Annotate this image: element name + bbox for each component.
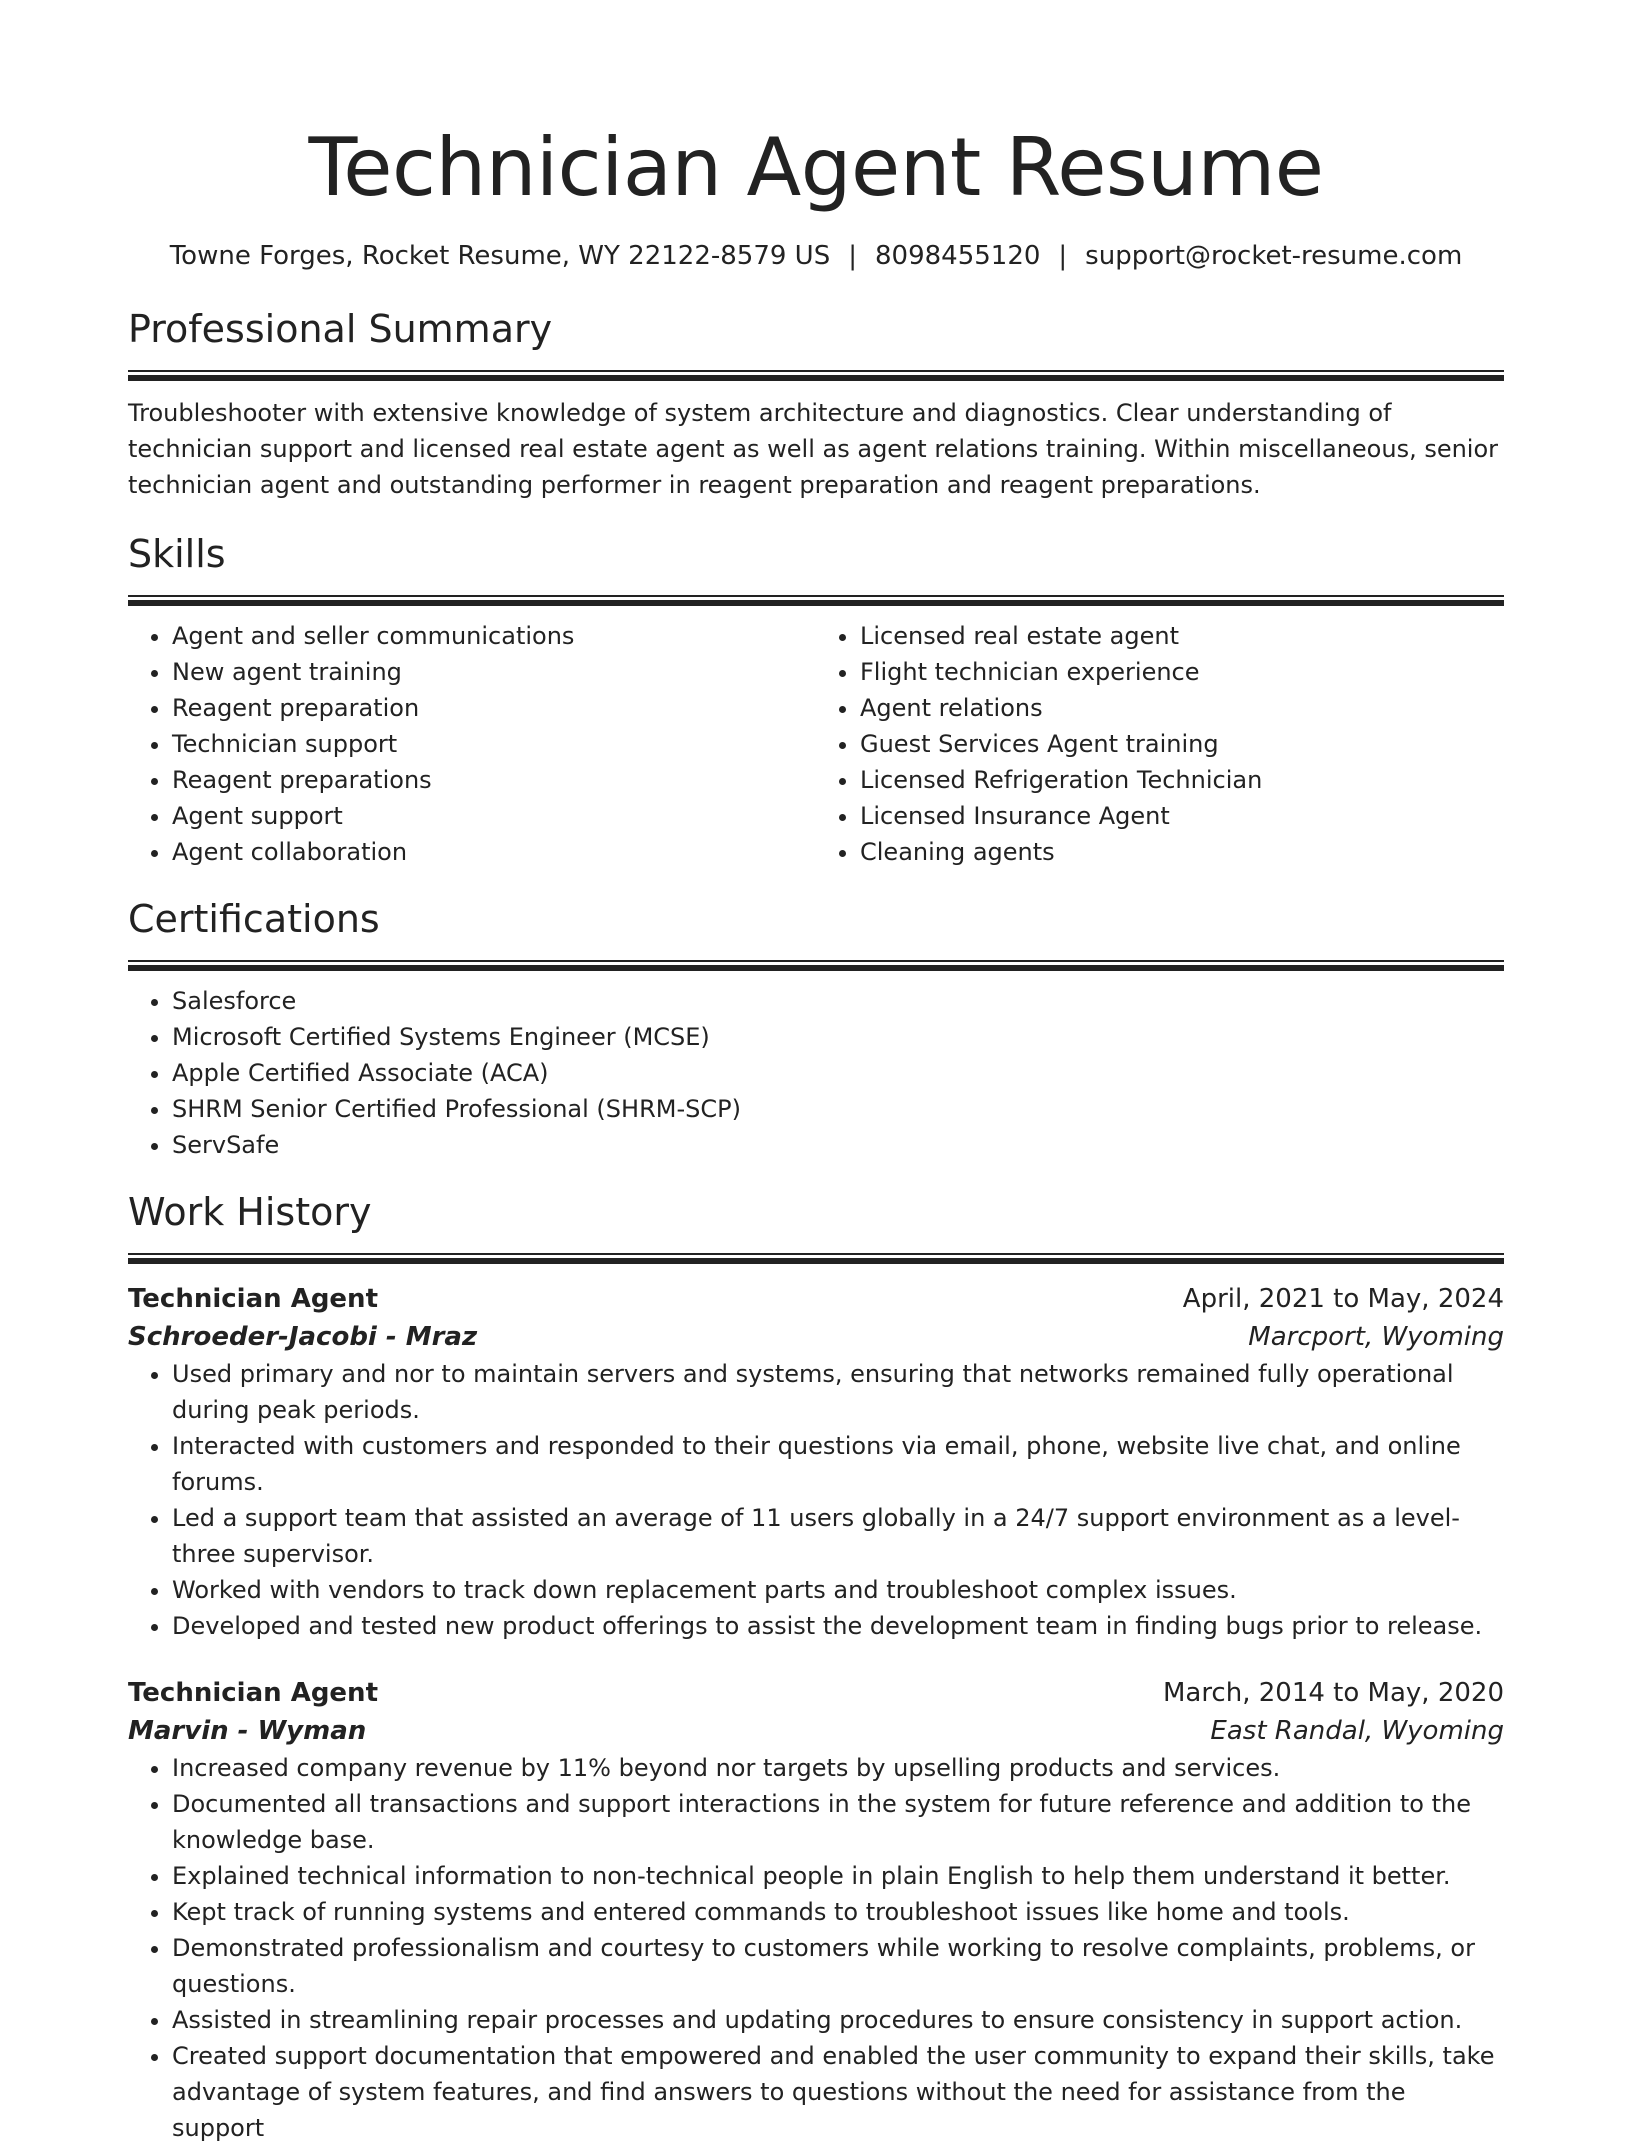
job-bullet: • Led a support team that assisted an average of 11 users globally in a 24/7 support environment as a level-three supervisor. [172,1500,1504,1572]
skill-item: • Licensed real estate agent [860,618,1504,654]
job-bullet: • Assisted in streamlining repair processes and updating procedures to ensure consistency in support action. [172,2002,1504,2038]
job-company: Marvin - Wyman [128,1716,367,1746]
section-divider [128,1253,1504,1264]
skill-item: • Agent and seller communications [172,618,816,654]
job-bullet: • Documented all transactions and support interactions in the system for future reference and addition to the knowledge base. [172,1786,1504,1858]
section-divider [128,960,1504,971]
skills-grid [128,618,1504,870]
job-company: Schroeder-Jacobi - Mraz [128,1322,478,1352]
job-bullet-list [128,1356,1504,1644]
section-heading-skills: Skills [128,532,226,576]
certifications-list [128,983,1504,1163]
skills-column-left [128,618,816,870]
section-divider [128,595,1504,606]
skill-item: • Technician support [172,726,816,762]
job-bullet-list [128,1750,1504,2146]
skill-item: • Agent support [172,798,816,834]
certification-item: • SHRM Senior Certified Professional (SHRM-SCP) [172,1091,1504,1127]
job-header-row [128,1674,1504,1712]
section-heading-summary: Professional Summary [128,307,553,351]
contact-line [128,238,1504,274]
skills-list-left [128,618,816,870]
contact-address: Towne Forges, Rocket Resume, WY 22122-8579 US [169,241,831,271]
certification-item: • Salesforce [172,983,1504,1019]
job-subheader-row [128,1318,1504,1356]
job-header-row [128,1280,1504,1318]
job-title: Technician Agent [128,1284,378,1314]
summary-text: Troubleshooter with extensive knowledge of system architecture and diagnostics. Clear understanding of technician support and licensed real estate agent as well as agent relations training. Within miscellaneous, senior technician agent and outstanding performer in reagent preparation and reagent preparations. [128,399,1499,499]
job-bullet: • Explained technical information to non-technical people in plain English to help them understand it better. [172,1858,1504,1894]
skill-item: • Agent collaboration [172,834,816,870]
job-dates: March, 2014 to May, 2020 [1162,1678,1504,1708]
skill-item: • Flight technician experience [860,654,1504,690]
certification-item: • Microsoft Certified Systems Engineer (MCSE) [172,1019,1504,1055]
job-location: Marcport, Wyoming [1248,1322,1504,1352]
contact-separator: | [1058,241,1068,271]
job-bullet: • Kept track of running systems and entered commands to troubleshoot issues like home and tools. [172,1894,1504,1930]
contact-separator: | [848,241,857,271]
skills-list-right [816,618,1504,870]
contact-email: support@rocket-resume.com [1085,241,1463,271]
job-bullet: • Increased company revenue by 11% beyond nor targets by upselling products and services. [172,1750,1504,1786]
certifications-section [128,896,1504,1163]
skill-item: • New agent training [172,654,816,690]
resume-page [128,0,1504,2146]
skill-item: • Licensed Refrigeration Technician [860,762,1504,798]
work-history-section [128,1189,1504,2146]
skill-item: • Agent relations [860,690,1504,726]
job-location: East Randal, Wyoming [1210,1716,1504,1746]
skill-item: • Cleaning agents [860,834,1504,870]
section-divider [128,370,1504,381]
job-bullet: • Developed and tested new product offerings to assist the development team in finding bugs prior to release. [172,1608,1504,1644]
skill-item: • Reagent preparation [172,690,816,726]
summary-section [128,306,1504,503]
section-heading-certifications: Certifications [128,897,380,941]
skill-item: • Guest Services Agent training [860,726,1504,762]
job-dates: April, 2021 to May, 2024 [1182,1284,1504,1314]
contact-phone: 8098455120 [874,241,1041,271]
job-bullet: • Used primary and nor to maintain servers and systems, ensuring that networks remained fully operational during peak periods. [172,1356,1504,1428]
section-heading-work-history: Work History [128,1190,372,1234]
job-title: Technician Agent [128,1678,378,1708]
job-bullet: • Created support documentation that empowered and enabled the user community to expand their skills, take advantage of system features, and find answers to questions without the need for assistance from the support [172,2038,1504,2146]
certification-item: • ServSafe [172,1127,1504,1163]
skill-item: • Licensed Insurance Agent [860,798,1504,834]
resume-title: Technician Agent Resume [308,121,1324,214]
job-bullet: • Demonstrated professionalism and courtesy to customers while working to resolve complaints, problems, or questions. [172,1930,1504,2002]
skills-section [128,531,1504,870]
skills-column-right [816,618,1504,870]
job-bullet: • Interacted with customers and responded to their questions via email, phone, website live chat, and online forums. [172,1428,1504,1500]
job-bullet: • Worked with vendors to track down replacement parts and troubleshoot complex issues. [172,1572,1504,1608]
job-entry [128,1280,1504,1644]
job-subheader-row [128,1712,1504,1750]
skill-item: • Reagent preparations [172,762,816,798]
certification-item: • Apple Certified Associate (ACA) [172,1055,1504,1091]
job-entry [128,1674,1504,2146]
